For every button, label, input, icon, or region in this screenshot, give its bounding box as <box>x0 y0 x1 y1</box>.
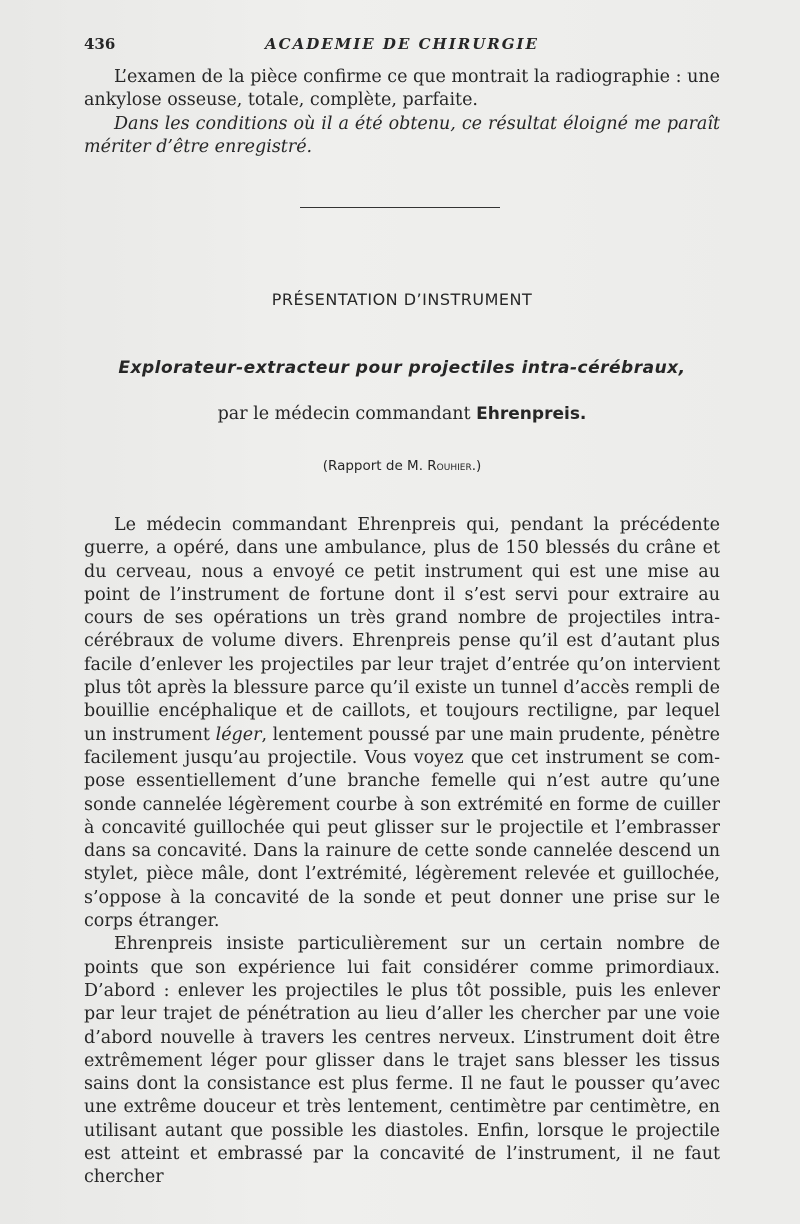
byline-prefix: par le médecin commandant <box>217 404 471 424</box>
intro-paragraph: L’examen de la pièce confirme ce que montrait la radiographie : une ankylose osseuse, totale, complète, parfaite. <box>84 67 720 111</box>
running-title: ACADEMIE DE CHIRURGIE <box>265 35 539 53</box>
body-emphasis: léger <box>215 724 262 745</box>
body-paragraph-2: Ehrenpreis insiste particulièrement sur un certain nombre de points que son expérience lui fait considérer comme primordiaux. D’abord : enlever les projectiles le plus tôt possible, puis les enlever par leur trajet de pénétration au lieu d’aller les chercher par une voie d’abord nouvelle à travers les centres nerveux. L’instrument doit être extrêmement léger pour glisser dans le trajet sans blesser les tissus sains dont la consistance est plus ferme. Il ne faut le pousser qu’avec une extrême douceur et très lentement, centimètre par centimètre, en utilisant autant que possible les diastoles. Enfin, lorsque le projectile est atteint et embrassé par la concavité de l’instrument, il ne faut chercher <box>84 934 720 1188</box>
body-paragraph-text: Le médecin commandant Ehrenpreis qui, pendant la précédente guerre, a opéré, dans une ambulance, plus de 150 blessés du crâne et du cerveau, nous a envoyé ce petit instrument qui est une mise au point de l’instrument de fortune dont il s’est servi pour extraire au cours de ses opérations un très grand nombre de projectiles intra-cérébraux de volume divers. Ehrenpreis pense qu’il est d’autant plus facile d’enlever les projectiles par leur trajet d’entrée qu’on intervient plus tôt après la blessure parce qu’il existe un tunnel d’accès rempli de bouillie encéphalique et de caillots, et toujours rectiligne, par lequel un instrument <box>84 515 720 745</box>
report-author: Rouhier.) <box>427 458 482 474</box>
page-number: 436 <box>84 35 116 53</box>
body-paragraph <box>84 514 720 933</box>
intro-text <box>84 66 720 159</box>
report-prefix: (Rapport de M. <box>322 458 423 474</box>
author-name: Ehrenpreis. <box>476 404 587 424</box>
page-header <box>84 34 720 54</box>
byline <box>84 404 720 424</box>
section-heading: PRÉSENTATION D’INSTRUMENT <box>271 290 533 309</box>
body-text <box>84 514 720 1190</box>
section-divider <box>300 207 500 208</box>
intro-italic-paragraph: Dans les conditions où il a été obtenu, ce résultat éloigné me paraît mériter d’être enregistré. <box>84 113 720 157</box>
body-paragraph-continued: , lentement poussé par une main prudente, pénètre facilement jusqu’au projectile. Vous voyez que cet instrument se compose essentiellement d’une branche femelle qui n’est autre qu’une sonde cannelée légèrement courbe à son extrémité en forme de cuiller à concavité guillochée qui peut glisser sur le projectile et l’embrasser dans sa concavité. Dans la rainure de cette sonde cannelée descend un stylet, pièce mâle, dont l’extrémité, légèrement relevée et guillochée, s’oppose à la concavité de la sonde et peut donner une prise sur le corps étranger. <box>84 724 720 932</box>
report-note <box>84 458 720 474</box>
article-title: Explorateur-extracteur pour projectiles intra-cérébraux, <box>118 358 686 378</box>
